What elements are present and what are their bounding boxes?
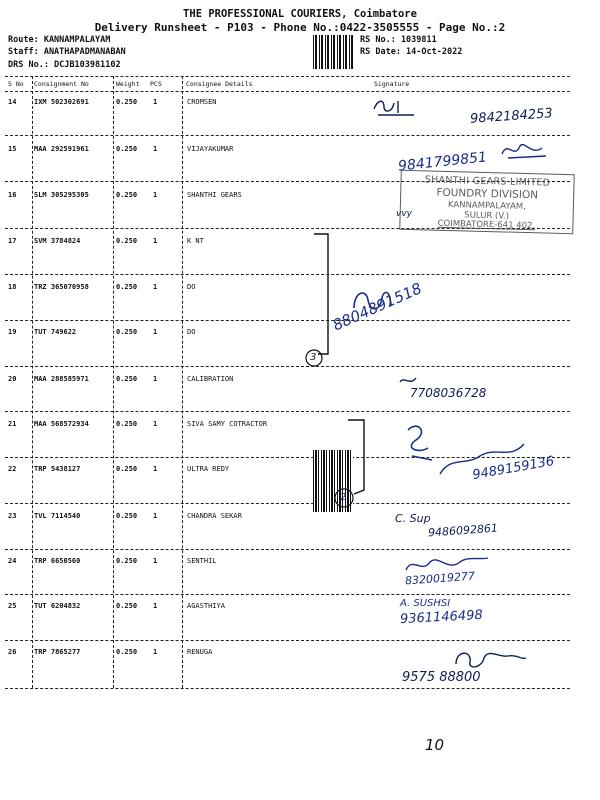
row-consignment: MAA 288585971 — [34, 375, 89, 383]
row-sno: 20 — [8, 375, 17, 383]
row-pcs: 1 — [153, 648, 158, 656]
row-consignment: MAA 568572934 — [34, 420, 89, 428]
handwritten-phone: 9489159136 — [471, 453, 556, 484]
row-weight: 0.250 — [116, 98, 138, 106]
handwritten-phone: 9841799851 — [397, 149, 488, 175]
row-consignee: RENUGA — [187, 648, 213, 656]
row-consignment: TRP 6650560 — [34, 557, 81, 565]
col-sno: S No — [8, 80, 24, 88]
row-consignee: CALIBRATION — [187, 375, 234, 383]
row-consignee: AGASTHIYA — [187, 602, 225, 610]
row-pcs: 1 — [153, 557, 158, 565]
row-consignee: SHANTHI GEARS — [187, 191, 242, 199]
row-sno: 24 — [8, 557, 17, 565]
row-consignee: DO — [187, 283, 196, 291]
col-divider — [113, 76, 114, 688]
row-weight: 0.250 — [116, 283, 138, 291]
row-consignment: TVL 7114540 — [34, 512, 81, 520]
col-consignment: Consignment No — [34, 80, 89, 88]
row-rule — [5, 411, 570, 412]
row-rule — [5, 366, 570, 367]
signature-mark — [398, 420, 438, 466]
handwritten-phone: 9575 88800 — [402, 670, 481, 685]
row-sno: 26 — [8, 648, 17, 656]
row-weight: 0.250 — [116, 420, 138, 428]
row-consignment: SLM 305295305 — [34, 191, 89, 199]
handwritten-phone: 8804891518 — [330, 279, 425, 335]
row-consignee: K NT — [187, 237, 204, 245]
row-pcs: 1 — [153, 145, 158, 153]
rs-date: RS Date: 14-Oct-2022 — [360, 47, 463, 57]
row-weight: 0.250 — [116, 602, 138, 610]
table-header-rule — [5, 91, 570, 92]
handwritten-phone: 9842184253 — [469, 106, 554, 127]
company-stamp: SHANTHI GEARS LIMITED FOUNDRY DIVISION KANNAMPALAYAM, SULUR (V.) COIMBATORE-641 402. — [399, 170, 575, 235]
barcode — [313, 35, 355, 69]
row-consignment: TUT 6204832 — [34, 602, 81, 610]
row-sno: 15 — [8, 145, 17, 153]
handwritten-name: A. SUSHSI — [400, 598, 451, 609]
row-consignee: CROMSEN — [187, 98, 217, 106]
row-consignment: IXM 502302691 — [34, 98, 89, 106]
row-pcs: 1 — [153, 237, 158, 245]
row-pcs: 1 — [153, 512, 158, 520]
row-pcs: 1 — [153, 328, 158, 336]
row-sno: 23 — [8, 512, 17, 520]
row-sno: 18 — [8, 283, 17, 291]
handwritten-initials: vvy — [396, 209, 412, 219]
row-weight: 0.250 — [116, 465, 138, 473]
row-consignee: VIJAYAKUMAR — [187, 145, 234, 153]
row-consignment: TRZ 365070958 — [34, 283, 89, 291]
handwritten-phone: 7708036728 — [410, 386, 487, 400]
table-bottom-rule — [5, 688, 570, 689]
col-signature: Signature — [374, 80, 410, 88]
row-weight: 0.250 — [116, 237, 138, 245]
group-bracket — [328, 414, 368, 514]
signature-mark — [370, 95, 430, 120]
col-divider — [32, 76, 33, 688]
signature-mark — [498, 138, 550, 162]
row-sno: 16 — [8, 191, 17, 199]
row-consignment: MAA 292591961 — [34, 145, 89, 153]
drs-number: DRS No.: DCJB103981102 — [8, 60, 121, 70]
handwritten-phone: 9361146498 — [399, 607, 484, 628]
row-consignee: SENTHIL — [187, 557, 217, 565]
col-consignee: Consignee Details — [186, 80, 253, 88]
runsheet-title: Delivery Runsheet - P103 - Phone No.:0422-3505555 - Page No.:2 — [94, 21, 506, 34]
staff-label: Staff: ANATHAPADMANABAN — [8, 47, 126, 57]
group-count-mark: 3 — [310, 352, 317, 363]
row-consignee: ULTRA REDY — [187, 465, 230, 473]
row-pcs: 1 — [153, 375, 158, 383]
handwritten-phone: 8320019277 — [404, 569, 476, 588]
row-rule — [5, 640, 570, 641]
row-consignee: CHANDRA SEKAR — [187, 512, 242, 520]
row-pcs: 1 — [153, 98, 158, 106]
col-divider — [182, 76, 183, 688]
row-consignee: SIVA SAMY COTRACTOR — [187, 420, 268, 428]
handwritten-page-number: 10 — [425, 736, 445, 754]
row-pcs: 1 — [153, 465, 158, 473]
rs-number: RS No.: 1039811 — [360, 35, 437, 45]
row-consignment: TUT 749622 — [34, 328, 77, 336]
row-consignment: SVM 3784824 — [34, 237, 81, 245]
col-pcs: PCS — [150, 80, 162, 88]
row-pcs: 1 — [153, 191, 158, 199]
row-sno: 19 — [8, 328, 17, 336]
row-weight: 0.250 — [116, 648, 138, 656]
row-weight: 0.250 — [116, 557, 138, 565]
row-sno: 17 — [8, 237, 17, 245]
row-rule — [5, 594, 570, 595]
handwritten-phone: 9486092861 — [427, 521, 499, 540]
row-consignment: TRP 5438127 — [34, 465, 81, 473]
row-sno: 25 — [8, 602, 17, 610]
row-rule — [5, 549, 570, 550]
group-count-mark: 2 — [340, 492, 347, 503]
company-name: THE PROFESSIONAL COURIERS, Coimbatore — [183, 8, 417, 20]
row-weight: 0.250 — [116, 328, 138, 336]
row-rule — [5, 320, 570, 321]
group-bracket — [300, 228, 340, 376]
row-sno: 22 — [8, 465, 17, 473]
row-pcs: 1 — [153, 420, 158, 428]
table-top-rule — [5, 76, 570, 77]
col-weight: Weight — [116, 80, 140, 88]
row-weight: 0.250 — [116, 191, 138, 199]
row-rule — [5, 503, 570, 504]
row-pcs: 1 — [153, 602, 158, 610]
row-rule — [5, 274, 570, 275]
row-consignment: TRP 7865277 — [34, 648, 81, 656]
row-sno: 21 — [8, 420, 17, 428]
row-rule — [5, 135, 570, 136]
route-label: Route: KANNAMPALAYAM — [8, 35, 111, 45]
handwritten-signature: C. Sup — [395, 512, 431, 525]
row-consignee: DO — [187, 328, 196, 336]
row-sno: 14 — [8, 98, 17, 106]
row-pcs: 1 — [153, 283, 158, 291]
row-weight: 0.250 — [116, 145, 138, 153]
row-weight: 0.250 — [116, 375, 138, 383]
row-weight: 0.250 — [116, 512, 138, 520]
